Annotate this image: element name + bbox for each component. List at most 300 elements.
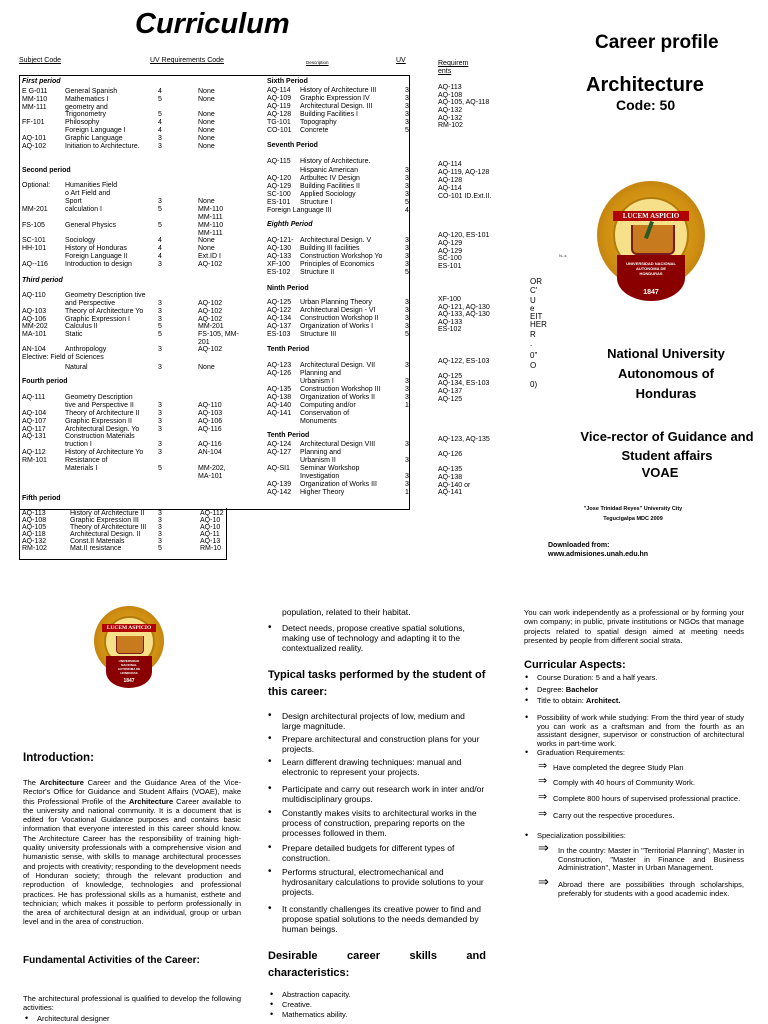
course-name: General Spanish <box>65 88 118 95</box>
course-requirement: None <box>198 237 215 244</box>
graduation-requirement-item: Carry out the respective procedures. <box>553 811 675 820</box>
fundamental-activity-item: • Architectural designer <box>37 1015 110 1024</box>
course-code: AQ-128 <box>267 111 292 118</box>
course-uv: 3 <box>158 531 162 538</box>
requirement-entry: AQ-135 <box>438 466 463 473</box>
period-heading-second: Second period <box>22 167 71 174</box>
requirement-entry: AQ-105, AQ-118 <box>438 99 490 106</box>
task-item: • Constantly makes visits to architectural works in the process of construction, preparing reports on the processes followed in them. <box>282 808 486 838</box>
course-requirement: AQ-112 <box>200 510 224 517</box>
arrow-icon: ⇒ <box>538 874 549 889</box>
course-uv: 3 <box>405 473 409 480</box>
requirement-entry: AQ-141 <box>438 489 463 496</box>
course-code: AQ-SI1 <box>267 465 290 472</box>
course-name: Foreign Language II <box>65 253 128 260</box>
course-name: Investigation <box>300 473 340 480</box>
course-uv: 5 <box>405 199 409 206</box>
course-code: ES-103 <box>267 331 291 338</box>
curriculum-title: Curriculum <box>135 8 290 40</box>
course-name: Topography <box>300 119 337 126</box>
course-name: Computing and/or <box>300 402 356 409</box>
course-code: AQ-117 <box>22 426 46 433</box>
course-code: MM-111 <box>22 104 47 111</box>
course-name: Trigonometry <box>65 111 106 118</box>
course-code: AQ-104 <box>22 410 47 417</box>
course-code: AQ-122 <box>267 307 292 314</box>
course-name: Architectural Design. VII <box>300 362 376 369</box>
period-heading-ninth: Ninth Period <box>267 285 309 292</box>
course-uv: 3 <box>405 307 409 314</box>
requirement-entry: AQ-129 <box>438 248 463 255</box>
course-uv: 3 <box>405 362 409 369</box>
university-seal-logo-small: LUCEM ASPICIO UNIVERSIDAD NACIONAL AUTONOMA DE HONDURAS 1847 <box>94 606 164 688</box>
course-uv: 3 <box>405 378 409 385</box>
course-requirement: None <box>198 127 215 134</box>
course-code: AQ-112 <box>22 449 46 456</box>
course-requirement: AN-104 <box>198 449 222 456</box>
course-uv: 5 <box>405 331 409 338</box>
course-name: Hispanic American <box>300 167 358 174</box>
course-uv: 3 <box>158 346 162 353</box>
course-code: AQ-137 <box>267 323 292 330</box>
course-uv: 3 <box>158 510 162 517</box>
course-code: HH-101 <box>22 245 47 252</box>
course-code: MM-201 <box>22 206 48 213</box>
course-requirement: AQ-106 <box>198 418 223 425</box>
course-uv: 3 <box>158 524 162 531</box>
requirement-entry: AQ-120, ES-101 <box>438 232 490 239</box>
course-uv: 4 <box>158 245 162 252</box>
requirement-entry: AQ-138 <box>438 474 463 481</box>
course-name: History of Architecture Yo <box>65 449 144 456</box>
task-item: • Prepare architectural and construction plans for your projects. <box>282 734 486 754</box>
requirement-entry: AQ-129 <box>438 240 463 247</box>
requirement-entry: AQ-108 <box>438 92 463 99</box>
intro-paragraph: The Architecture Career and the Guidance Area of the Vice-Rector's Office for Guidance and Student Affairs (VOAE), make this Professional Profile of the Architecture Career available to the university and national community. It is a document that is edited for Vocational Guidance purposes and contains basic information that everyone interested in this career should know. The Architecture Career has the responsibility of training high-quality university professionals with a comprehensive vision and humanistic sense, with skills to manage architectural processes and projects with creativity; responding to the development needs of Honduran society; through the relevant production and reproduction of knowledge, technologies and professional practices. He has professional skills as a humanist, esthete and technician; which makes it possible to perform professionally in the area of architectural design at an individual, group or urban level and in the area of construction. <box>23 778 241 927</box>
course-name: Structure I <box>300 199 333 206</box>
course-uv: 3 <box>405 441 409 448</box>
course-requirement: None <box>198 245 215 252</box>
fundamental-activities-heading: Fundamental Activities of the Career: <box>23 955 200 966</box>
course-code: FS-105 <box>22 222 45 229</box>
course-name: Organization of Works II <box>300 394 375 401</box>
course-code: XF-100 <box>267 261 290 268</box>
course-requirement: 201 <box>198 339 210 346</box>
course-requirement: MM-110 <box>198 222 224 229</box>
course-uv: 5 <box>405 127 409 134</box>
course-code: AQ-132 <box>22 538 47 545</box>
course-code: AQ-142 <box>267 489 292 496</box>
course-uv: 5 <box>405 269 409 276</box>
course-name: Concrete <box>300 127 329 134</box>
course-uv: 3 <box>158 538 162 545</box>
requirement-entry: AQ-128 <box>438 177 463 184</box>
graduation-requirement-item: Comply with 40 hours of Community Work. <box>553 778 695 787</box>
course-code: AQ--116 <box>22 261 48 268</box>
title-item: • Title to obtain: Architect. <box>537 697 621 706</box>
course-name: o Art Field and <box>65 190 111 197</box>
career-name: Architecture <box>586 74 704 96</box>
requirement-entry: AQ-122, ES-103 <box>438 358 490 365</box>
skill-item: • Mathematics ability. <box>282 1011 347 1020</box>
graduation-requirements-label: • Graduation Requirements: <box>537 749 625 758</box>
arrow-icon: ⇒ <box>538 775 548 787</box>
course-code: AQ-111 <box>22 394 46 401</box>
course-name: calculation I <box>65 206 102 213</box>
requirement-entry: AQ-121, AQ-130 <box>438 304 490 311</box>
course-code: AQ-124 <box>267 441 292 448</box>
course-requirement: None <box>198 96 215 103</box>
course-code: AQ-140 <box>267 402 292 409</box>
course-uv: 4 <box>158 237 162 244</box>
course-uv: 3 <box>405 237 409 244</box>
course-uv: 3 <box>405 183 409 190</box>
period-heading-eighth: Eighth Period <box>267 221 313 228</box>
course-code: AQ-134 <box>267 315 292 322</box>
course-uv: 3 <box>405 95 409 102</box>
course-name: Introduction to design <box>65 261 132 268</box>
course-uv: 3 <box>158 426 162 433</box>
course-requirement: Ext.ID I <box>198 253 221 260</box>
course-uv: 4 <box>158 253 162 260</box>
requirement-entry: AQ-125 <box>438 396 463 403</box>
course-uv: 3 <box>405 253 409 260</box>
course-name: Monuments <box>300 418 337 425</box>
course-uv: 3 <box>158 517 162 524</box>
requirement-entry: AQ-114 <box>438 185 462 192</box>
course-name: Mat.II resistance <box>70 545 122 552</box>
course-name: Geometry Description tive <box>65 292 146 299</box>
course-uv: 5 <box>158 96 162 103</box>
course-code: AQ-139 <box>267 481 292 488</box>
course-code: Elective: Field of Sciences <box>22 354 104 361</box>
period-heading-fourth: Fourth period <box>22 378 68 385</box>
detect-needs-item: • Detect needs, propose creative spatial solutions, making use of technology and adapting it to the contextualized reality. <box>282 623 486 653</box>
course-requirement: AQ-103 <box>198 410 223 417</box>
course-requirement: MM-111 <box>198 230 223 237</box>
period-heading-sixth: Sixth Period <box>267 78 308 85</box>
period-heading-first: First period <box>22 78 61 85</box>
course-name: Organization of Works I <box>300 323 374 330</box>
arrow-icon: ⇒ <box>538 808 548 820</box>
course-name: History of Architecture II <box>70 510 145 517</box>
course-name: Construction Workshop Yo <box>300 253 383 260</box>
course-code: Foreign Language III <box>267 207 332 214</box>
course-code: MA-101 <box>22 331 47 338</box>
course-requirement: RM-10 <box>200 545 222 552</box>
career-code: Code: 50 <box>616 97 676 113</box>
course-uv: 3 <box>405 457 409 464</box>
course-uv: 3 <box>405 175 409 182</box>
course-requirement: AQ-116 <box>198 441 222 448</box>
course-name: Foreign Language I <box>65 127 126 134</box>
course-name: Sociology <box>65 237 96 244</box>
course-requirement: AQ-10 <box>200 517 221 524</box>
task-item: • It constantly challenges its creative power to find and propose spatial solutions to the needs demanded by human beings. <box>282 904 486 934</box>
course-name: Theory of Architecture II <box>65 410 140 417</box>
margin-scrap: O <box>530 361 537 370</box>
university-name: National University Autonomous of Honduras <box>607 346 725 401</box>
course-uv: 3 <box>405 191 409 198</box>
course-uv: 3 <box>158 300 162 307</box>
course-name: Architectural Design VIII <box>300 441 376 448</box>
requirement-entry: AQ-134, ES-103 <box>438 380 490 387</box>
col-requirements: Requirem ents <box>438 60 469 75</box>
course-uv: 5 <box>158 323 162 330</box>
course-name: Graphic Language <box>65 135 123 142</box>
skills-heading: Desirable career skills and characteristics: <box>268 950 486 979</box>
course-uv: 3 <box>158 261 162 268</box>
course-name: Const.II Materials <box>70 538 125 545</box>
task-item: • Prepare detailed budgets for different types of construction. <box>282 843 486 863</box>
course-requirement: AQ-10 <box>200 524 221 531</box>
course-uv: 3 <box>158 316 162 323</box>
course-uv: 5 <box>158 206 162 213</box>
course-name: Higher Theory <box>300 489 345 496</box>
course-name: Planning and <box>300 370 341 377</box>
course-requirement: AQ-102 <box>198 346 223 353</box>
course-uv: 3 <box>405 386 409 393</box>
course-code: ES-101 <box>267 199 291 206</box>
course-uv: 3 <box>158 135 162 142</box>
intro-heading: Introduction: <box>23 752 94 764</box>
course-requirement: MA-101 <box>198 473 223 480</box>
course-code: AQ-103 <box>22 308 47 315</box>
course-code: AQ-118 <box>22 531 46 538</box>
period-heading-fifth: Fifth period <box>22 495 61 502</box>
course-code: AQ-110 <box>22 292 46 299</box>
course-code: AQ-108 <box>22 517 47 524</box>
task-item: • Design architectural projects of low, medium and large magnitude. <box>282 711 486 731</box>
course-code: AQ-115 <box>267 158 291 165</box>
course-name: Resistance of <box>65 457 108 464</box>
requirement-entry: CO-101 ID.Ext.II. <box>438 193 492 200</box>
requirement-entry: XF-100 <box>438 296 461 303</box>
course-name: Applied Sociology <box>300 191 356 198</box>
course-code: AQ-126 <box>267 370 292 377</box>
course-uv: 3 <box>405 245 409 252</box>
requirement-entry: ES-102 <box>438 326 462 333</box>
course-name: Principles of Economics <box>300 261 375 268</box>
specialization-label: • Specialization possibilities: <box>537 832 626 841</box>
course-requirement: MM-202, <box>198 465 226 472</box>
requirement-entry: AQ-132 <box>438 115 463 122</box>
col-subject-code: Subject Code <box>19 57 62 64</box>
course-uv: 3 <box>405 323 409 330</box>
specialization-item: Abroad there are possibilities through scholarships, preferably for students with a good academic index. <box>558 880 744 898</box>
course-name: Building Facilities II <box>300 183 360 190</box>
period-heading-third: Third period <box>22 277 63 284</box>
tiny-mark: N--s <box>559 253 567 258</box>
course-name: History of Architecture. <box>300 158 371 165</box>
course-uv: 3 <box>158 449 162 456</box>
course-code: AQ-120 <box>267 175 292 182</box>
course-code: MM-110 <box>22 96 48 103</box>
requirement-entry: AQ-140 or <box>438 482 471 489</box>
course-requirement: AQ-11 <box>200 531 220 538</box>
course-requirement: MM-201 <box>198 323 224 330</box>
course-code: E G-011 <box>22 88 48 95</box>
period-heading-seventh: Seventh Period <box>267 142 318 149</box>
voae-acronym: VOAE <box>641 465 679 480</box>
university-seal-logo: LUCEM ASPICIO UNIVERSIDAD NACIONAL AUTONOMA DE HONDURAS 1847 <box>597 181 705 305</box>
course-name: and Perspective <box>65 300 116 307</box>
course-code: AQ-119 <box>267 103 291 110</box>
course-uv: 5 <box>158 331 162 338</box>
downloaded-from-label: Downloaded from: <box>548 542 610 549</box>
course-uv: 3 <box>158 364 162 371</box>
course-name: Construction Workshop III <box>300 386 381 393</box>
course-name: Urbanism II <box>300 457 336 464</box>
course-requirement: AQ-110 <box>198 402 222 409</box>
course-name: Urbanism I <box>300 378 334 385</box>
course-uv: 3 <box>405 299 409 306</box>
course-uv: 5 <box>158 465 162 472</box>
requirement-entry: AQ-119, AQ-128 <box>438 169 490 176</box>
requirement-entry: AQ-132 <box>438 107 463 114</box>
course-code: AQ-109 <box>267 95 292 102</box>
task-item: • Participate and carry out research work in inter and/or multidisciplinary groups. <box>282 784 486 804</box>
course-requirement: AQ-102 <box>198 300 223 307</box>
margin-scrap: OR <box>530 277 542 286</box>
course-uv: 4 <box>405 207 409 214</box>
course-name: Architectural Design. V <box>300 237 372 244</box>
course-uv: 3 <box>405 261 409 268</box>
course-name: Structure III <box>300 331 337 338</box>
course-name: Planning and <box>300 449 341 456</box>
course-name: Graphic Expression III <box>70 517 139 524</box>
degree-item: • Degree: Bachelor <box>537 686 598 695</box>
skill-item: • Creative. <box>282 1001 312 1010</box>
course-uv: 1 <box>405 489 409 496</box>
course-code: AQ-129 <box>267 183 292 190</box>
arrow-icon: ⇒ <box>538 840 549 855</box>
course-uv: 3 <box>158 410 162 417</box>
course-code: SC-100 <box>267 191 291 198</box>
continued-text: population, related to their habitat. <box>282 607 411 617</box>
course-name: Mathematics I <box>65 96 109 103</box>
course-uv: 1 <box>405 402 409 409</box>
course-uv: 3 <box>405 111 409 118</box>
course-uv: 3 <box>405 315 409 322</box>
course-name: Theory of Architecture III <box>70 524 147 531</box>
course-name: Humanities Field <box>65 182 118 189</box>
course-uv: 4 <box>158 127 162 134</box>
work-possibilities-text: You can work independently as a professional or by forming your own company; in public, private institutions or NGOs that manage projects related to spatial design aimed at meeting needs presented by people from different social strata. <box>524 608 744 645</box>
course-name: Anthropology <box>65 346 107 353</box>
course-name: Graphic Expression IV <box>300 95 370 102</box>
course-code: FF-101 <box>22 119 45 126</box>
course-name: History of Honduras <box>65 245 127 252</box>
course-duration: • Course Duration: 5 and a half years. <box>537 674 657 683</box>
course-code: AQ-141 <box>267 410 292 417</box>
course-code: AQ-135 <box>267 386 292 393</box>
col-uv-requirements: UV Requirements Code <box>150 57 224 64</box>
download-url[interactable]: www.admisiones.unah.edu.hn <box>548 551 649 558</box>
typical-tasks-heading: Typical tasks performed by the student of this career: <box>268 669 486 698</box>
course-uv: 3 <box>405 167 409 174</box>
arrow-icon: ⇒ <box>538 760 548 772</box>
course-requirement: None <box>198 143 215 150</box>
requirement-entry: AQ-133 <box>438 319 463 326</box>
skill-item: • Abstraction capacity. <box>282 991 351 1000</box>
course-uv: 3 <box>158 308 162 315</box>
course-uv: 3 <box>405 119 409 126</box>
course-name: Structure II <box>300 269 335 276</box>
requirement-entry: AQ-114 <box>438 161 462 168</box>
course-name: General Physics <box>65 222 116 229</box>
course-uv: 3 <box>158 418 162 425</box>
margin-scrap: C' <box>530 286 538 295</box>
course-code: RM-102 <box>22 545 47 552</box>
course-uv: 5 <box>158 222 162 229</box>
course-uv: 3 <box>158 198 162 205</box>
course-name: Static <box>65 331 83 338</box>
course-requirement: MM-111 <box>198 214 223 221</box>
place-year: Tegucigalpa MDC 2009 <box>603 516 663 522</box>
fundamental-activities-text: The architectural professional is qualified to develop the following activities: <box>23 994 241 1013</box>
course-requirement: AQ-102 <box>198 261 223 268</box>
period-heading-tenth-second: Tenth Period <box>267 432 310 439</box>
arrow-icon: ⇒ <box>538 791 548 803</box>
course-requirement: MM-110 <box>198 206 224 213</box>
course-name: tive and Perspective II <box>65 402 134 409</box>
course-code: AQ-121- <box>267 237 294 244</box>
course-name: Sport <box>65 198 82 205</box>
course-code: MM-202 <box>22 323 48 330</box>
university-city: "Jose Trinidad Reyes" University City <box>583 506 683 512</box>
course-name: History of Architecture III <box>300 87 377 94</box>
course-uv: 3 <box>158 402 162 409</box>
course-name: Initiation to Architecture. <box>65 143 140 150</box>
course-name: Architectural Design - VI <box>300 307 376 314</box>
course-code: AQ-130 <box>267 245 292 252</box>
col-uv: UV <box>396 57 406 64</box>
course-code: AQ-114 <box>267 87 291 94</box>
graduation-requirement-item: Complete 800 hours of supervised professional practice. <box>553 794 741 803</box>
margin-scrap: e <box>530 304 535 313</box>
course-name: Graphic Expression I <box>65 316 130 323</box>
course-code: TG-101 <box>267 119 291 126</box>
career-profile-heading: Career profile <box>595 32 719 53</box>
task-item: • Learn different drawing techniques: manual and electronic to represent your projects. <box>282 757 486 777</box>
course-name: Construction Materials <box>65 433 135 440</box>
requirement-entry: SC-100 <box>438 255 462 262</box>
period-heading-tenth: Tenth Period <box>267 346 310 353</box>
course-uv: 3 <box>405 87 409 94</box>
course-uv: 3 <box>405 394 409 401</box>
requirement-entry: AQ-125 <box>438 373 463 380</box>
course-code: AQ-138 <box>267 394 292 401</box>
course-name: Theory of Architecture Yo <box>65 308 144 315</box>
requirement-entry: AQ-133, AQ-130 <box>438 311 490 318</box>
requirement-entry: AQ-137 <box>438 388 463 395</box>
course-uv: 5 <box>158 545 162 552</box>
curricular-aspects-heading: Curricular Aspects: <box>524 659 626 671</box>
course-uv: 3 <box>158 441 162 448</box>
course-name: truction I <box>65 441 92 448</box>
course-uv: 4 <box>158 119 162 126</box>
margin-scrap: EIT <box>530 312 543 321</box>
course-requirement: AQ-13 <box>200 538 221 545</box>
course-code: AQ-102 <box>22 143 47 150</box>
course-code: AQ-133 <box>267 253 292 260</box>
course-name: Architectural Design. III <box>300 103 373 110</box>
margin-scrap: 0) <box>530 380 538 389</box>
course-code: AQ-106 <box>22 316 47 323</box>
requirement-entry: AQ-113 <box>438 84 462 91</box>
course-uv: 3 <box>158 143 162 150</box>
